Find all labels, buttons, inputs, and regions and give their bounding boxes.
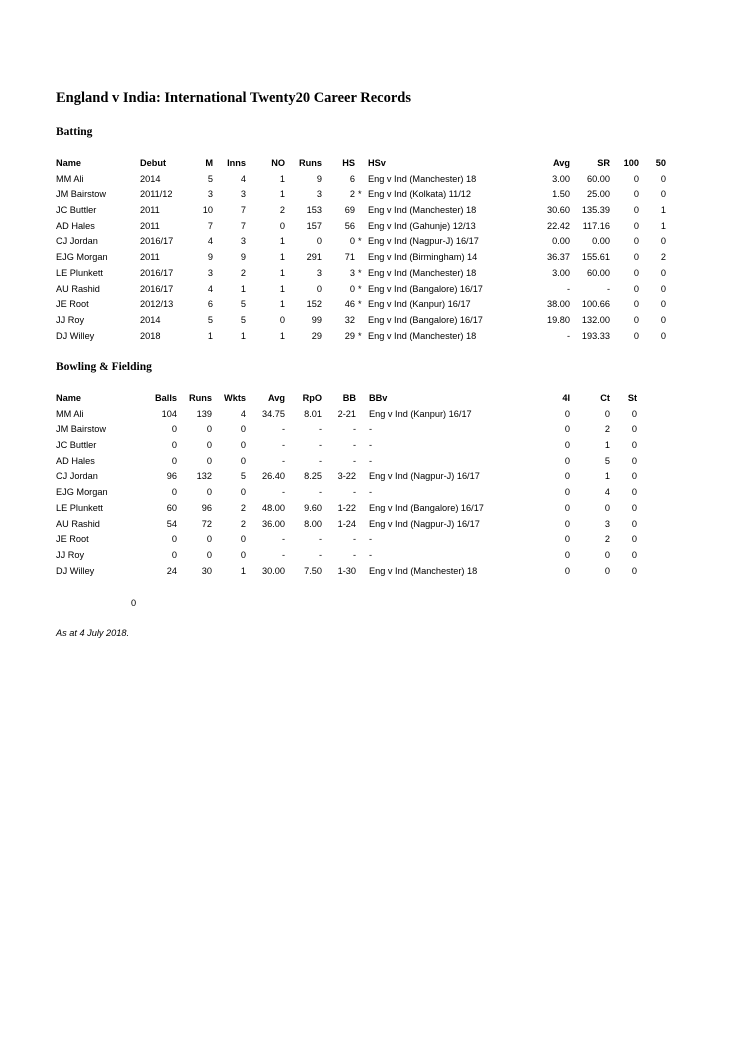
batting-cell-m: 7 [207, 220, 213, 231]
batting-cell-100: 0 [633, 189, 639, 200]
bowling-cell-name: JC Buttler [56, 440, 97, 451]
batting-cell-runs: 99 [311, 314, 322, 325]
batting-cell-avg: 3.00 [552, 267, 570, 278]
bowling-cell-avg: 30.00 [262, 565, 285, 576]
batting-cell-hs: 46 [344, 299, 355, 310]
batting-cell-inns: 2 [240, 267, 246, 278]
batting-cell-hs: 29 [344, 330, 355, 341]
bowling-cell-avg: 26.40 [262, 471, 285, 482]
batting-cell-sr: 100.66 [581, 299, 610, 310]
batting-cell-inns: 3 [240, 236, 246, 247]
bowling-cell-bbv: Eng v Ind (Kanpur) 16/17 [369, 408, 472, 419]
bowling-cell-st: 0 [631, 565, 637, 576]
batting-cell-no: 2 [279, 205, 285, 216]
bowling-cell-wkts: 2 [240, 502, 246, 513]
bowling-cell-bb: 1-22 [337, 502, 356, 513]
batting-cell-no: 1 [279, 189, 285, 200]
bowling-cell-ct: 0 [604, 549, 610, 560]
bowling-cell-avg: 48.00 [262, 502, 285, 513]
bowling-cell-st: 0 [631, 440, 637, 451]
batting-cell-m: 10 [202, 205, 213, 216]
batting-cell-runs: 9 [316, 173, 322, 184]
bowling-cell-bb: - [352, 487, 356, 498]
bowling-cell-runs: 0 [206, 440, 212, 451]
bowling-cell-wkts: 5 [240, 471, 246, 482]
batting-cell-50: 0 [660, 283, 666, 294]
bowling-cell-4i: 0 [564, 565, 570, 576]
batting-cell-100: 0 [633, 314, 639, 325]
batting-cell-hsv: Eng v Ind (Gahunje) 12/13 [368, 220, 476, 231]
batting-cell-sr: 60.00 [587, 173, 610, 184]
bowling-cell-st: 0 [631, 424, 637, 435]
bowling-cell-runs: 0 [206, 549, 212, 560]
bowling-header-bb: BB [342, 393, 356, 403]
bowling-cell-ct: 1 [604, 471, 610, 482]
batting-cell-debut: 2016/17 [140, 267, 174, 278]
batting-cell-m: 1 [207, 330, 213, 341]
batting-cell-debut: 2014 [140, 314, 161, 325]
bowling-cell-avg: - [281, 440, 285, 451]
bowling-cell-4i: 0 [564, 408, 570, 419]
bowling-cell-ct: 4 [604, 487, 610, 498]
bowling-cell-4i: 0 [564, 487, 570, 498]
bowling-cell-rpo: 8.01 [304, 408, 322, 419]
batting-cell-no: 1 [279, 236, 285, 247]
batting-cell-name: DJ Willey [56, 330, 95, 341]
bowling-header-wkts: Wkts [224, 393, 246, 403]
bowling-cell-st: 0 [631, 518, 637, 529]
bowling-cell-ct: 2 [604, 424, 610, 435]
batting-cell-name: MM Ali [56, 173, 84, 184]
batting-cell-sr: 193.33 [581, 330, 610, 341]
bowling-cell-balls: 104 [161, 408, 177, 419]
batting-cell-debut: 2018 [140, 330, 161, 341]
bowling-header-4i: 4I [562, 393, 570, 403]
bowling-cell-4i: 0 [564, 502, 570, 513]
bowling-cell-bb: - [352, 534, 356, 545]
batting-cell-inns: 3 [240, 189, 246, 200]
batting-cell-100: 0 [633, 252, 639, 263]
bowling-cell-name: AD Hales [56, 455, 95, 466]
bowling-cell-4i: 0 [564, 424, 570, 435]
batting-cell-100: 0 [633, 283, 639, 294]
batting-cell-100: 0 [633, 173, 639, 184]
batting-cell-sr: 155.61 [581, 252, 610, 263]
batting-header-avg: Avg [552, 158, 570, 168]
bowling-cell-avg: - [281, 549, 285, 560]
batting-cell-notout: * [358, 189, 362, 200]
bowling-cell-runs: 72 [201, 518, 212, 529]
batting-header-hsv: HSv [368, 158, 386, 168]
batting-cell-hsv: Eng v Ind (Kanpur) 16/17 [368, 299, 471, 310]
batting-header-hs: HS [342, 158, 355, 168]
batting-cell-name: JM Bairstow [56, 189, 107, 200]
bowling-cell-ct: 1 [604, 440, 610, 451]
bowling-cell-rpo: 8.25 [304, 471, 322, 482]
batting-cell-name: EJG Morgan [56, 252, 108, 263]
batting-cell-hsv: Eng v Ind (Kolkata) 11/12 [368, 189, 471, 200]
batting-cell-runs: 157 [306, 220, 322, 231]
as-at-note: As at 4 July 2018. [56, 628, 130, 638]
bowling-cell-rpo: - [318, 487, 322, 498]
batting-cell-notout: * [358, 330, 362, 341]
bowling-cell-wkts: 4 [240, 408, 246, 419]
batting-cell-sr: 25.00 [587, 189, 610, 200]
batting-cell-50: 1 [660, 220, 666, 231]
batting-cell-m: 3 [207, 189, 213, 200]
batting-cell-hsv: Eng v Ind (Bangalore) 16/17 [368, 283, 483, 294]
bowling-cell-runs: 30 [201, 565, 212, 576]
batting-cell-hs: 3 [349, 267, 355, 278]
bowling-cell-wkts: 0 [240, 440, 246, 451]
bowling-cell-bb: - [352, 440, 356, 451]
batting-cell-no: 1 [279, 283, 285, 294]
page-title: England v India: International Twenty20 Career Records [56, 90, 412, 106]
batting-cell-sr: 132.00 [581, 314, 610, 325]
batting-cell-m: 3 [207, 267, 213, 278]
bowling-cell-st: 0 [631, 408, 637, 419]
bowling-cell-bbv: Eng v Ind (Nagpur-J) 16/17 [369, 471, 480, 482]
bowling-cell-avg: 34.75 [262, 408, 285, 419]
batting-cell-100: 0 [633, 299, 639, 310]
bowling-cell-bb: 1-24 [337, 518, 356, 529]
bowling-cell-st: 0 [631, 534, 637, 545]
bowling-cell-bb: - [352, 455, 356, 466]
batting-cell-avg: 1.50 [552, 189, 570, 200]
batting-cell-hsv: Eng v Ind (Manchester) 18 [368, 173, 477, 184]
batting-cell-inns: 7 [240, 205, 246, 216]
bowling-cell-4i: 0 [564, 471, 570, 482]
bowling-cell-wkts: 0 [240, 534, 246, 545]
batting-cell-hsv: Eng v Ind (Nagpur-J) 16/17 [368, 236, 479, 247]
batting-cell-name: AU Rashid [56, 283, 100, 294]
batting-cell-hsv: Eng v Ind (Birmingham) 14 [368, 252, 478, 263]
bowling-cell-bbv: Eng v Ind (Manchester) 18 [369, 565, 478, 576]
stray-value: 0 [131, 598, 137, 608]
bowling-cell-name: DJ Willey [56, 565, 95, 576]
bowling-cell-runs: 132 [196, 471, 212, 482]
bowling-cell-bb: - [352, 424, 356, 435]
bowling-cell-name: JJ Roy [56, 549, 85, 560]
bowling-cell-balls: 0 [171, 534, 177, 545]
batting-cell-hs: 32 [344, 314, 355, 325]
bowling-cell-bb: 3-22 [337, 471, 356, 482]
batting-header-50: 50 [655, 158, 666, 168]
batting-cell-inns: 9 [240, 252, 246, 263]
batting-cell-50: 1 [660, 205, 666, 216]
batting-cell-no: 1 [279, 299, 285, 310]
bowling-cell-4i: 0 [564, 549, 570, 560]
batting-cell-avg: - [566, 283, 570, 294]
batting-cell-name: AD Hales [56, 220, 95, 231]
bowling-cell-balls: 0 [171, 455, 177, 466]
bowling-cell-balls: 24 [166, 565, 177, 576]
bowling-cell-rpo: - [318, 455, 322, 466]
bowling-cell-bbv: Eng v Ind (Nagpur-J) 16/17 [369, 518, 480, 529]
bowling-heading: Bowling & Fielding [56, 361, 152, 373]
batting-cell-hsv: Eng v Ind (Manchester) 18 [368, 205, 477, 216]
batting-cell-50: 0 [660, 267, 666, 278]
bowling-cell-st: 0 [631, 471, 637, 482]
batting-cell-name: LE Plunkett [56, 267, 103, 278]
bowling-cell-balls: 0 [171, 487, 177, 498]
bowling-cell-rpo: - [318, 424, 322, 435]
batting-header-100: 100 [623, 158, 639, 168]
batting-cell-runs: 29 [311, 330, 322, 341]
batting-cell-avg: 0.00 [552, 236, 570, 247]
bowling-cell-name: AU Rashid [56, 518, 100, 529]
bowling-cell-bb: 2-21 [337, 408, 356, 419]
batting-cell-inns: 1 [240, 283, 246, 294]
bowling-cell-rpo: - [318, 549, 322, 560]
bowling-cell-balls: 0 [171, 549, 177, 560]
bowling-cell-runs: 0 [206, 534, 212, 545]
batting-cell-debut: 2014 [140, 173, 161, 184]
bowling-cell-wkts: 0 [240, 487, 246, 498]
batting-cell-name: CJ Jordan [56, 236, 98, 247]
batting-cell-runs: 291 [306, 252, 322, 263]
batting-cell-avg: 38.00 [547, 299, 570, 310]
batting-cell-100: 0 [633, 220, 639, 231]
bowling-cell-runs: 139 [196, 408, 212, 419]
batting-cell-runs: 0 [316, 236, 322, 247]
bowling-cell-name: LE Plunkett [56, 502, 103, 513]
batting-cell-m: 5 [207, 314, 213, 325]
batting-cell-debut: 2011 [140, 220, 160, 231]
batting-cell-50: 0 [660, 189, 666, 200]
batting-cell-inns: 4 [240, 173, 246, 184]
batting-cell-hs: 56 [344, 220, 355, 231]
bowling-cell-rpo: - [318, 440, 322, 451]
bowling-cell-rpo: 7.50 [304, 565, 322, 576]
bowling-cell-bbv: Eng v Ind (Bangalore) 16/17 [369, 502, 484, 513]
bowling-header-balls: Balls [155, 393, 177, 403]
batting-cell-debut: 2012/13 [140, 299, 174, 310]
batting-cell-50: 0 [660, 173, 666, 184]
bowling-cell-ct: 3 [604, 518, 610, 529]
bowling-cell-bbv: - [369, 455, 373, 466]
batting-cell-debut: 2011 [140, 205, 160, 216]
bowling-header-st: St [627, 393, 637, 403]
batting-cell-name: JC Buttler [56, 205, 97, 216]
batting-cell-runs: 152 [306, 299, 322, 310]
bowling-cell-wkts: 0 [240, 549, 246, 560]
batting-cell-name: JJ Roy [56, 314, 85, 325]
bowling-cell-name: JE Root [56, 534, 89, 545]
batting-cell-no: 0 [279, 314, 285, 325]
bowling-cell-avg: - [281, 424, 285, 435]
batting-cell-m: 6 [207, 299, 213, 310]
batting-cell-hs: 71 [344, 252, 355, 263]
batting-cell-debut: 2011/12 [140, 189, 173, 200]
bowling-cell-4i: 0 [564, 518, 570, 529]
batting-cell-name: JE Root [56, 299, 89, 310]
bowling-header-ct: Ct [600, 393, 610, 403]
batting-cell-hs: 0 [349, 236, 355, 247]
batting-cell-no: 1 [279, 252, 285, 263]
bowling-cell-st: 0 [631, 549, 637, 560]
batting-cell-avg: 3.00 [552, 173, 570, 184]
bowling-cell-balls: 60 [166, 502, 177, 513]
batting-cell-100: 0 [633, 330, 639, 341]
batting-cell-m: 9 [207, 252, 213, 263]
batting-cell-notout: * [358, 236, 362, 247]
bowling-cell-name: JM Bairstow [56, 424, 107, 435]
bowling-cell-st: 0 [631, 502, 637, 513]
bowling-cell-bb: 1-30 [337, 565, 356, 576]
batting-cell-sr: 60.00 [587, 267, 610, 278]
bowling-cell-st: 0 [631, 455, 637, 466]
batting-heading: Batting [56, 126, 93, 138]
batting-cell-100: 0 [633, 205, 639, 216]
batting-cell-notout: * [358, 267, 362, 278]
batting-cell-50: 0 [660, 236, 666, 247]
batting-cell-avg: 22.42 [547, 220, 570, 231]
bowling-cell-wkts: 1 [240, 565, 246, 576]
batting-cell-no: 0 [279, 220, 285, 231]
batting-cell-notout: * [358, 283, 362, 294]
batting-cell-50: 0 [660, 299, 666, 310]
batting-header-debut: Debut [140, 158, 167, 168]
batting-header-sr: SR [597, 158, 610, 168]
batting-cell-50: 0 [660, 330, 666, 341]
bowling-cell-bb: - [352, 549, 356, 560]
batting-cell-hs: 69 [344, 205, 355, 216]
batting-cell-sr: 117.16 [582, 220, 610, 231]
batting-cell-avg: 30.60 [547, 205, 570, 216]
batting-cell-hs: 0 [349, 283, 355, 294]
bowling-cell-rpo: 9.60 [304, 502, 322, 513]
bowling-cell-rpo: - [318, 534, 322, 545]
batting-cell-runs: 0 [316, 283, 322, 294]
batting-cell-inns: 7 [240, 220, 246, 231]
bowling-cell-wkts: 0 [240, 424, 246, 435]
batting-cell-no: 1 [279, 330, 285, 341]
batting-cell-notout: * [358, 299, 362, 310]
bowling-cell-bbv: - [369, 424, 373, 435]
batting-cell-hs: 2 [349, 189, 355, 200]
bowling-cell-name: EJG Morgan [56, 487, 108, 498]
batting-cell-no: 1 [279, 173, 285, 184]
bowling-header-name: Name [56, 393, 82, 403]
batting-cell-inns: 1 [240, 330, 246, 341]
bowling-cell-balls: 0 [171, 424, 177, 435]
bowling-cell-avg: - [281, 534, 285, 545]
bowling-cell-bbv: - [369, 534, 373, 545]
batting-header-m: M [205, 158, 213, 168]
bowling-cell-runs: 0 [206, 487, 212, 498]
batting-cell-hsv: Eng v Ind (Manchester) 18 [368, 330, 477, 341]
batting-cell-debut: 2016/17 [140, 283, 174, 294]
batting-cell-debut: 2011 [140, 252, 160, 263]
bowling-cell-st: 0 [631, 487, 637, 498]
batting-cell-runs: 3 [316, 189, 322, 200]
bowling-header-rpo: RpO [302, 393, 322, 403]
batting-cell-runs: 3 [316, 267, 322, 278]
batting-cell-avg: 36.37 [547, 252, 570, 263]
bowling-cell-rpo: 8.00 [304, 518, 322, 529]
batting-cell-m: 4 [207, 236, 213, 247]
batting-cell-50: 0 [660, 314, 666, 325]
bowling-cell-ct: 0 [604, 408, 610, 419]
bowling-cell-name: CJ Jordan [56, 471, 98, 482]
bowling-cell-wkts: 2 [240, 518, 246, 529]
batting-cell-avg: - [566, 330, 570, 341]
batting-cell-no: 1 [279, 267, 285, 278]
batting-cell-hs: 6 [349, 173, 355, 184]
bowling-cell-ct: 0 [604, 502, 610, 513]
batting-cell-100: 0 [633, 267, 639, 278]
batting-cell-m: 4 [207, 283, 213, 294]
batting-cell-50: 2 [660, 252, 666, 263]
bowling-header-avg: Avg [267, 393, 285, 403]
bowling-cell-avg: 36.00 [262, 518, 285, 529]
batting-header-no: NO [271, 158, 285, 168]
bowling-cell-avg: - [281, 487, 285, 498]
batting-cell-debut: 2016/17 [140, 236, 174, 247]
batting-header-inns: Inns [227, 158, 246, 168]
batting-header-name: Name [56, 158, 82, 168]
bowling-cell-balls: 0 [171, 440, 177, 451]
batting-cell-m: 5 [207, 173, 213, 184]
batting-cell-100: 0 [633, 236, 639, 247]
bowling-cell-runs: 0 [206, 424, 212, 435]
bowling-cell-balls: 96 [166, 471, 177, 482]
batting-cell-hsv: Eng v Ind (Manchester) 18 [368, 267, 477, 278]
bowling-cell-balls: 54 [166, 518, 177, 529]
bowling-cell-runs: 0 [206, 455, 212, 466]
batting-cell-hsv: Eng v Ind (Bangalore) 16/17 [368, 314, 483, 325]
batting-cell-inns: 5 [240, 299, 246, 310]
bowling-cell-4i: 0 [564, 534, 570, 545]
batting-cell-avg: 19.80 [547, 314, 570, 325]
batting-cell-inns: 5 [240, 314, 246, 325]
bowling-header-bbv: BBv [369, 393, 388, 403]
bowling-cell-runs: 96 [201, 502, 212, 513]
bowling-cell-name: MM Ali [56, 408, 84, 419]
bowling-cell-bbv: - [369, 487, 373, 498]
bowling-cell-ct: 0 [604, 565, 610, 576]
bowling-cell-bbv: - [369, 549, 373, 560]
bowling-cell-wkts: 0 [240, 455, 246, 466]
batting-cell-runs: 153 [306, 205, 322, 216]
bowling-cell-4i: 0 [564, 440, 570, 451]
bowling-header-runs: Runs [189, 393, 212, 403]
batting-cell-sr: - [606, 283, 610, 294]
bowling-cell-avg: - [281, 455, 285, 466]
batting-cell-sr: 135.39 [581, 205, 610, 216]
bowling-cell-ct: 2 [604, 534, 610, 545]
batting-cell-sr: 0.00 [592, 236, 610, 247]
bowling-cell-bbv: - [369, 440, 373, 451]
batting-header-runs: Runs [299, 158, 322, 168]
bowling-cell-ct: 5 [604, 455, 610, 466]
bowling-cell-4i: 0 [564, 455, 570, 466]
